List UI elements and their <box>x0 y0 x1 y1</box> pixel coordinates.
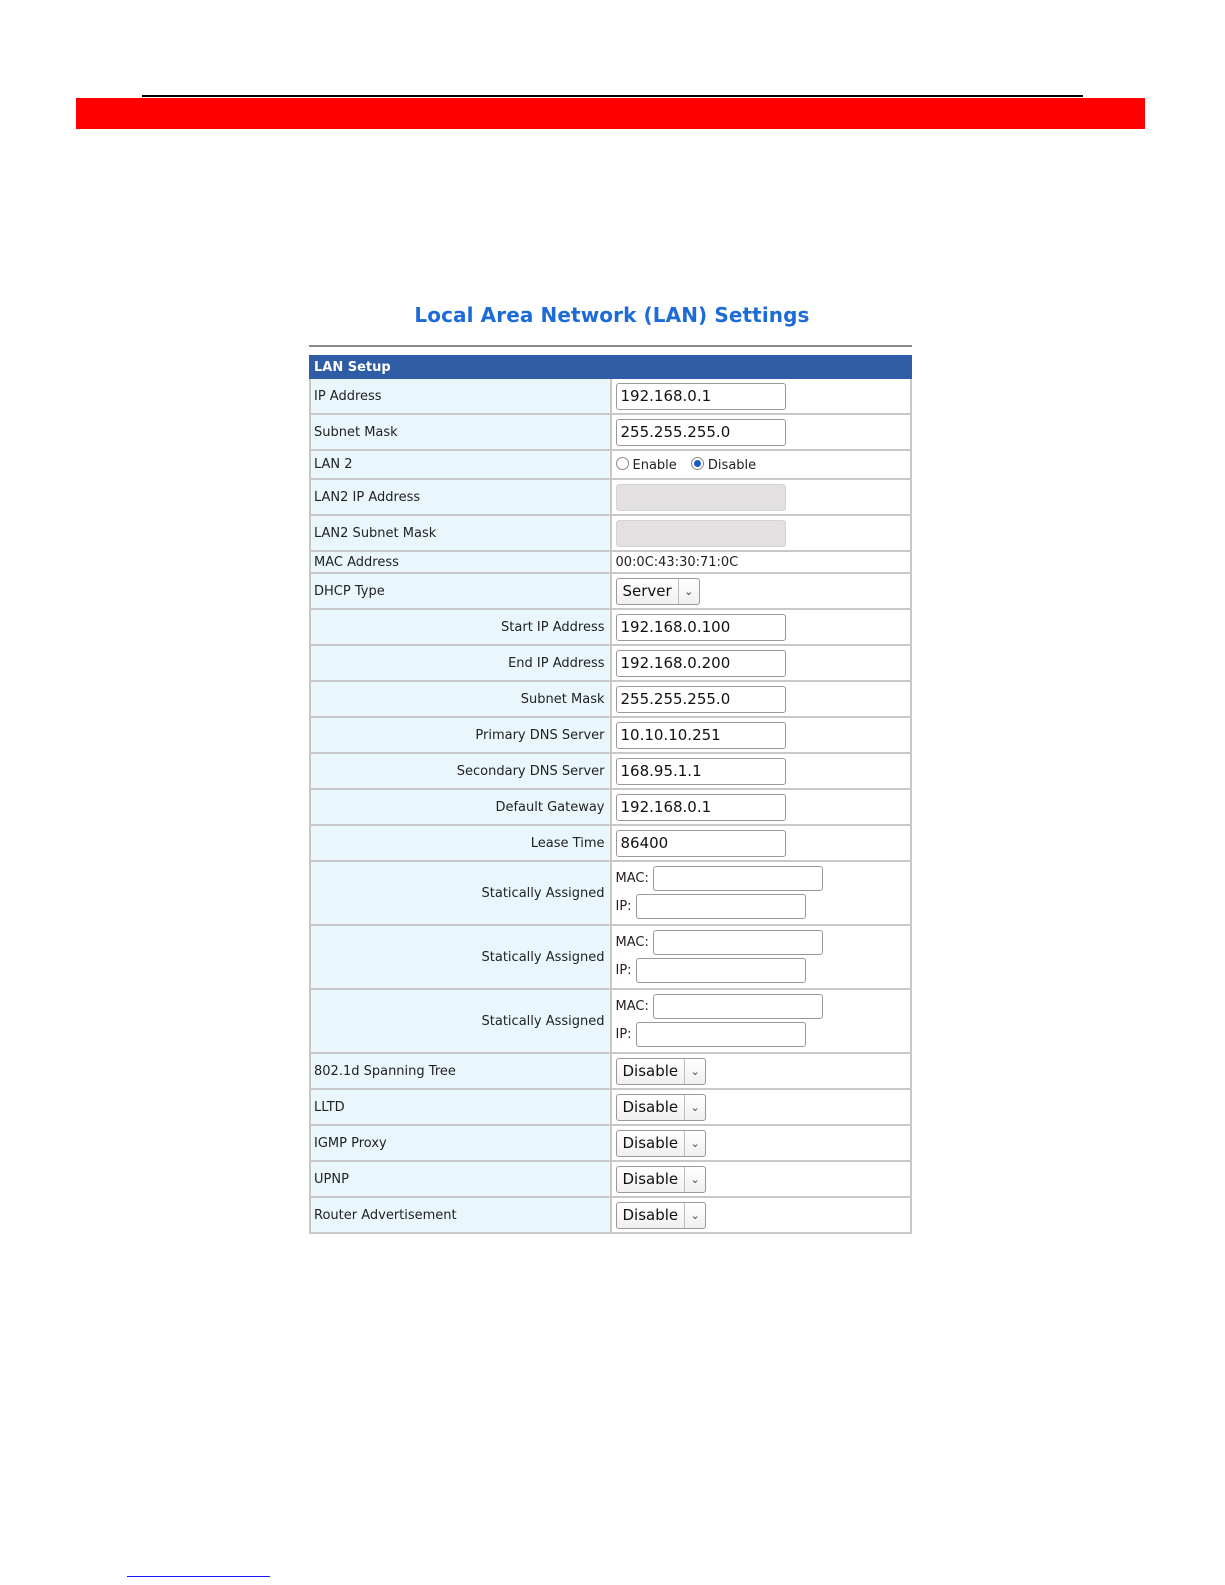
lan2-disable-label: Disable <box>707 457 757 473</box>
dhcp-subnet-mask-label: Subnet Mask <box>310 681 611 717</box>
row-igmp <box>310 1125 911 1161</box>
igmp-select[interactable] <box>616 1130 707 1157</box>
lan2-ip-label: LAN2 IP Address <box>310 479 611 515</box>
section-header: LAN Setup <box>310 356 911 378</box>
default-gateway-label: Default Gateway <box>310 789 611 825</box>
lan-settings-table <box>309 355 912 1234</box>
chevron-down-icon: ⌄ <box>684 1059 705 1084</box>
subnet-mask-input[interactable]: 255.255.255.0 <box>616 419 786 446</box>
static-2-ip-label: IP: <box>615 963 632 978</box>
title-divider <box>309 345 912 347</box>
row-stp <box>310 1053 911 1089</box>
default-gateway-input[interactable]: 192.168.0.1 <box>616 794 786 821</box>
row-dhcp-type <box>310 573 911 609</box>
chevron-down-icon: ⌄ <box>684 1131 705 1156</box>
secondary-dns-input[interactable]: 168.95.1.1 <box>616 758 786 785</box>
chevron-down-icon: ⌄ <box>678 579 699 604</box>
footer-link-underline <box>127 1576 270 1577</box>
ip-address-label: IP Address <box>310 378 611 414</box>
mac-address-value: 00:0C:43:30:71:0C <box>611 551 912 573</box>
static-1-mac-label: MAC: <box>615 871 649 886</box>
row-static-2 <box>310 925 911 989</box>
upnp-value: Disable <box>622 1170 679 1188</box>
row-lan2 <box>310 450 911 479</box>
row-subnet-mask <box>310 414 911 450</box>
row-ip-address <box>310 378 911 414</box>
row-static-3 <box>310 989 911 1053</box>
dhcp-type-label: DHCP Type <box>310 573 611 609</box>
chevron-down-icon: ⌄ <box>684 1203 705 1228</box>
static-2-ip-input[interactable] <box>636 958 806 983</box>
static-3-ip-input[interactable] <box>636 1022 806 1047</box>
row-lltd <box>310 1089 911 1125</box>
dhcp-type-value: Server <box>622 582 672 600</box>
chevron-down-icon: ⌄ <box>684 1167 705 1192</box>
router-advertisement-label: Router Advertisement <box>310 1197 611 1233</box>
secondary-dns-label: Secondary DNS Server <box>310 753 611 789</box>
start-ip-input[interactable]: 192.168.0.100 <box>616 614 786 641</box>
primary-dns-input[interactable]: 10.10.10.251 <box>616 722 786 749</box>
row-start-ip <box>310 609 911 645</box>
start-ip-label: Start IP Address <box>310 609 611 645</box>
row-router-advertisement <box>310 1197 911 1233</box>
static-1-label: Statically Assigned <box>310 861 611 925</box>
row-upnp <box>310 1161 911 1197</box>
row-primary-dns <box>310 717 911 753</box>
lltd-label: LLTD <box>310 1089 611 1125</box>
lan2-enable-radio[interactable] <box>616 457 629 470</box>
igmp-label: IGMP Proxy <box>310 1125 611 1161</box>
static-2-mac-input[interactable] <box>653 930 823 955</box>
lan2-mask-label: LAN2 Subnet Mask <box>310 515 611 551</box>
header-rule <box>142 95 1083 97</box>
lease-time-label: Lease Time <box>310 825 611 861</box>
igmp-value: Disable <box>622 1134 679 1152</box>
stp-label: 802.1d Spanning Tree <box>310 1053 611 1089</box>
row-lan2-mask <box>310 515 911 551</box>
static-1-ip-input[interactable] <box>636 894 806 919</box>
row-secondary-dns <box>310 753 911 789</box>
lan2-mask-input[interactable] <box>616 520 786 547</box>
mac-address-label: MAC Address <box>310 551 611 573</box>
dhcp-subnet-mask-input[interactable]: 255.255.255.0 <box>616 686 786 713</box>
lltd-select[interactable] <box>616 1094 707 1121</box>
lan2-enable-label: Enable <box>632 457 677 473</box>
lan2-label: LAN 2 <box>310 450 611 479</box>
upnp-label: UPNP <box>310 1161 611 1197</box>
lease-time-input[interactable]: 86400 <box>616 830 786 857</box>
row-mac-address <box>310 551 911 573</box>
static-2-label: Statically Assigned <box>310 925 611 989</box>
dhcp-type-select[interactable] <box>616 578 700 605</box>
static-3-ip-label: IP: <box>615 1027 632 1042</box>
static-1-mac-input[interactable] <box>653 866 823 891</box>
row-lan2-ip <box>310 479 911 515</box>
static-1-ip-label: IP: <box>615 899 632 914</box>
chevron-down-icon: ⌄ <box>684 1095 705 1120</box>
end-ip-label: End IP Address <box>310 645 611 681</box>
lan2-disable-radio[interactable] <box>691 457 704 470</box>
row-lease-time <box>310 825 911 861</box>
primary-dns-label: Primary DNS Server <box>310 717 611 753</box>
stp-select[interactable] <box>616 1058 707 1085</box>
router-advertisement-value: Disable <box>622 1206 679 1224</box>
ip-address-input[interactable]: 192.168.0.1 <box>616 383 786 410</box>
page-title: Local Area Network (LAN) Settings <box>414 303 810 327</box>
static-2-mac-label: MAC: <box>615 935 649 950</box>
row-static-1 <box>310 861 911 925</box>
static-3-mac-label: MAC: <box>615 999 649 1014</box>
row-dhcp-subnet-mask <box>310 681 911 717</box>
router-advertisement-select[interactable] <box>616 1202 707 1229</box>
static-3-mac-input[interactable] <box>653 994 823 1019</box>
row-default-gateway <box>310 789 911 825</box>
lan2-ip-input[interactable] <box>616 484 786 511</box>
end-ip-input[interactable]: 192.168.0.200 <box>616 650 786 677</box>
static-3-label: Statically Assigned <box>310 989 611 1053</box>
stp-value: Disable <box>622 1062 679 1080</box>
lltd-value: Disable <box>622 1098 679 1116</box>
row-end-ip <box>310 645 911 681</box>
upnp-select[interactable] <box>616 1166 707 1193</box>
header-banner <box>76 98 1145 129</box>
subnet-mask-label: Subnet Mask <box>310 414 611 450</box>
